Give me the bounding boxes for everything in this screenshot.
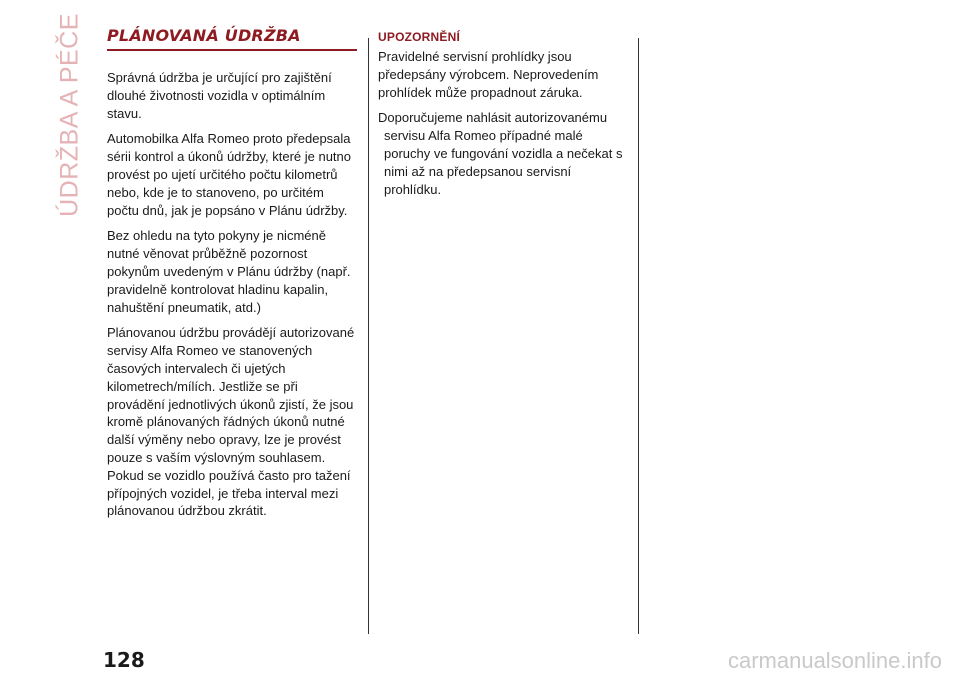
page-number: 128 — [103, 648, 145, 672]
paragraph: Správná údržba je určující pro zajištění dlouhé životnosti vozidla v optimálním stavu. — [107, 70, 332, 121]
warning-paragraph: Pravidelné servisní prohlídky jsou předepsány výrobcem. Neprovedením prohlídek může propadnout záruka. — [378, 49, 599, 100]
warning-paragraph: Doporučujeme nahlásit autorizovanému servisu Alfa Romeo případné malé poruchy ve fungování vozidla a nečekat s nimi až na předepsanou servisní prohlídku. — [378, 110, 623, 197]
paragraph: Automobilka Alfa Romeo proto předepsala sérii kontrol a úkonů údržby, které je nutno provést po ujetí určitého počtu kilometrů nebo, kde je to stanoveno, po určitém počtu dnů, jak je popsáno v Plánu údržby. — [107, 131, 352, 218]
paragraph: Bez ohledu na tyto pokyny je nicméně nutné věnovat průběžně pozornost pokynům uvedeným v Plánu údržby (např. pravidelně kontrolovat hladinu kapalin, nahuštění pneumatik, atd.) — [107, 228, 351, 315]
warning-box — [378, 30, 630, 206]
left-column — [107, 26, 357, 528]
chapter-side-tab-label: ÚDRŽBA A PÉČE — [55, 13, 84, 217]
chapter-side-tab — [50, 13, 90, 217]
section-title: PLÁNOVANÁ ÚDRŽBA — [107, 26, 357, 51]
warning-title: UPOZORNĚNÍ — [378, 30, 461, 44]
column-divider — [368, 38, 369, 634]
watermark: carmanualsonline.info — [727, 648, 942, 673]
paragraph: Plánovanou údržbu provádějí autorizované servisy Alfa Romeo ve stanovených časových intervalech či ujetých kilometrech/mílích. Jestliže se při provádění jednotlivých úkonů zjistí, že jsou kromě plánovaných řádných úkonů nutné další výměny nebo opravy, lze je provést pouze s vaším výslovným souhlasem. Pokud se vozidlo používá často pro tažení přípojných vozidel, je třeba interval mezi plánovanou údržbou zkrátit. — [107, 325, 355, 519]
warning-box-border — [638, 38, 639, 634]
